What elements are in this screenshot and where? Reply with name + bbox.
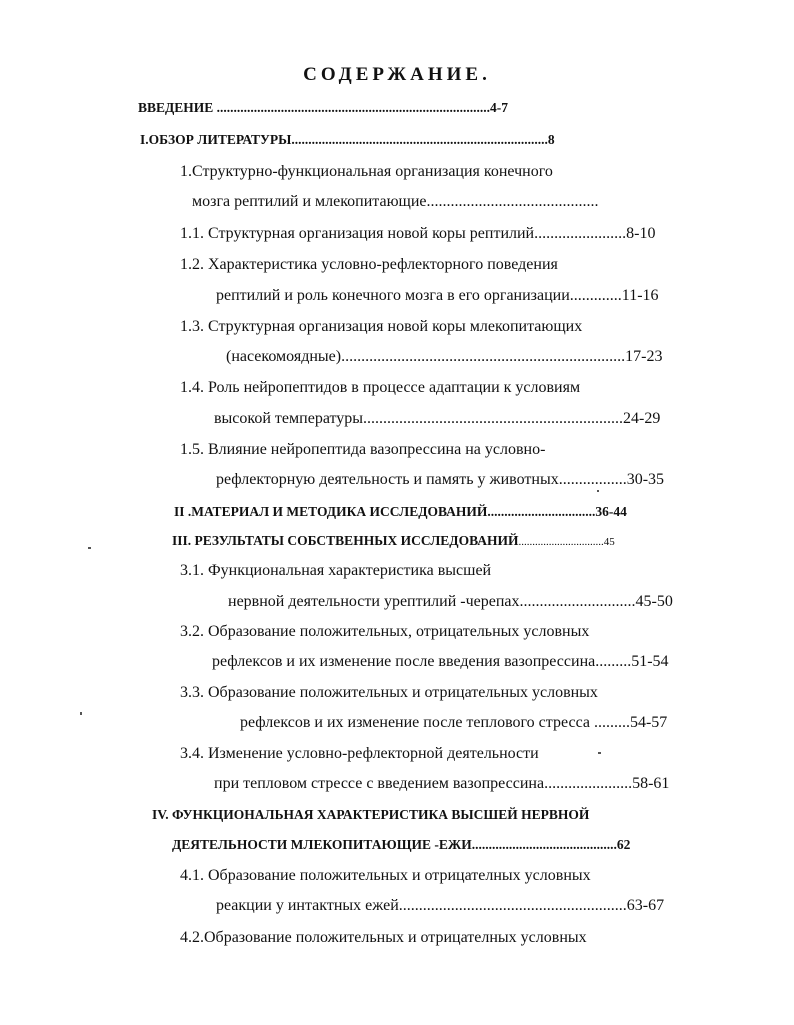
toc-entry-1-4: 1.4. Роль нейропептидов в процессе адаптации к условиям	[180, 379, 581, 396]
toc-entry-1: 1.Структурно-функциональная организация конечного	[180, 163, 553, 180]
toc-entry-chapter-3-title: III. РЕЗУЛЬТАТЫ СОБСТВЕННЫХ ИССЛЕДОВАНИЙ	[172, 533, 519, 548]
toc-entry-introduction: ВВЕДЕНИЕ .................................................................................4-7	[138, 100, 509, 115]
toc-entry-1-5: 1.5. Влияние нейропептида вазопрессина на условно-	[180, 441, 546, 458]
toc-entry-3-4-cont: при тепловом стрессе с введением вазопрессина......................58-61	[214, 775, 670, 792]
toc-entry-4-1-cont: реакции у интактных ежей.........................................................63-67	[216, 897, 665, 914]
toc-entry-1-cont: мозга рептилий и млекопитающие...........................................	[192, 193, 599, 210]
page-title: СОДЕРЖАНИЕ.	[303, 64, 491, 85]
toc-entry-1-3: 1.3. Структурная организация новой коры млекопитающих	[180, 318, 583, 335]
toc-entry-chapter-1: I.ОБЗОР ЛИТЕРАТУРЫ............................................................................8	[140, 132, 555, 147]
toc-entry-chapter-4-cont: ДЕЯТЕЛЬНОСТИ МЛЕКОПИТАЮЩИЕ -ЕЖИ...........................................62	[172, 837, 631, 852]
toc-entry-1-2-cont: рептилий и роль конечного мозга в его организации.............11-16	[216, 287, 659, 304]
toc-entry-3-4: 3.4. Изменение условно-рефлекторной деятельности	[180, 745, 539, 762]
toc-entry-3-3: 3.3. Образование положительных и отрицательных условных	[180, 684, 598, 701]
scan-speck	[80, 712, 82, 715]
toc-entry-4-1: 4.1. Образование положительных и отрицателных условных	[180, 867, 591, 884]
toc-entry-1-5-cont: рефлекторную деятельность и память у животных.................30-35	[216, 471, 665, 488]
toc-entry-chapter-4: IV. ФУНКЦИОНАЛЬНАЯ ХАРАКТЕРИСТИКА ВЫСШЕЙ НЕРВНОЙ	[152, 807, 590, 822]
toc-entry-chapter-3	[172, 531, 615, 552]
scan-speck	[88, 547, 91, 549]
toc-entry-1-3-cont: (насекомоядные).......................................................................17-23	[226, 348, 663, 365]
toc-entry-3-1: 3.1. Функциональная характеристика высшей	[180, 562, 492, 579]
toc-entry-4-2: 4.2.Образование положительных и отрицателных условных	[180, 929, 587, 946]
toc-entry-1-4-cont: высокой температуры.................................................................24-29	[214, 410, 661, 427]
toc-entry-3-3-cont: рефлексов и их изменение после теплового стресса .........54-57	[240, 714, 668, 731]
toc-entry-3-2: 3.2. Образование положительных, отрицательных условных	[180, 623, 590, 640]
toc-entry-3-2-cont: рефлексов и их изменение после введения вазопрессина.........51-54	[212, 653, 669, 670]
scan-speck	[598, 752, 601, 754]
toc-entry-chapter-3-page: ...............................45	[518, 536, 615, 548]
scan-speck	[597, 490, 599, 492]
toc-entry-3-1-cont: нервной деятельности урептилий -черепах.............................45-50	[228, 593, 673, 610]
toc-entry-1-1: 1.1. Структурная организация новой коры рептилий.......................8-10	[180, 225, 656, 242]
toc-entry-chapter-2: II .МАТЕРИАЛ И МЕТОДИКА ИССЛЕДОВАНИЙ................................36-44	[174, 504, 627, 519]
toc-entry-1-2: 1.2. Характеристика условно-рефлекторного поведения	[180, 256, 558, 273]
